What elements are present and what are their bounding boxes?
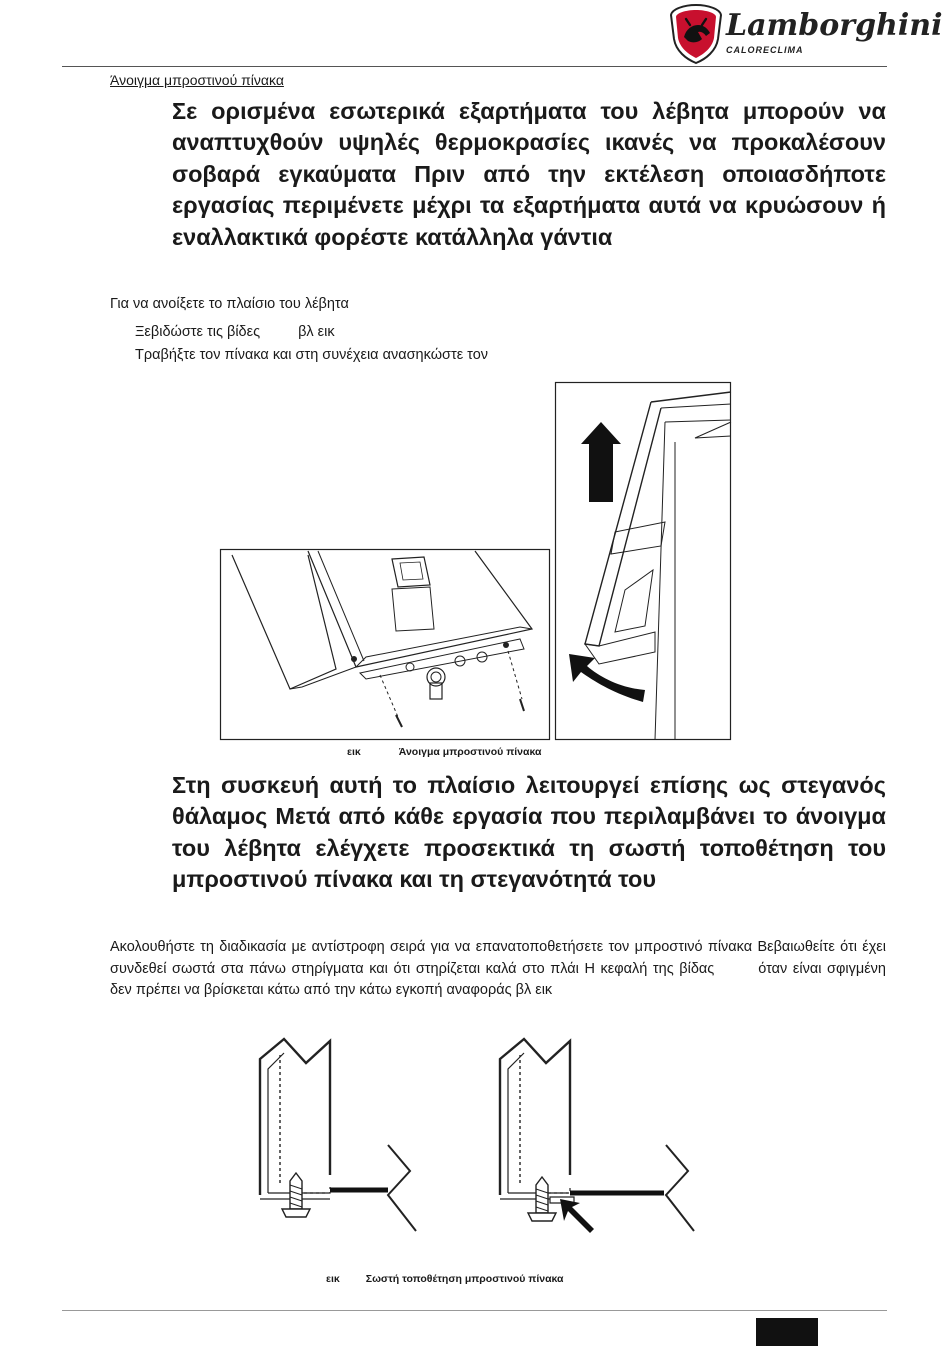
bull-shield-icon — [668, 3, 724, 63]
intro-text: Για να ανοίξετε το πλαίσιο του λέβητα — [110, 296, 349, 312]
reassembly-paragraph — [110, 937, 886, 1002]
figure-2-title: Σωστή τοποθέτηση μπροστινού πίνακα — [365, 1273, 564, 1285]
reassembly-part-1: Ακολουθήστε τη διαδικασία με αντίστροφη σειρά για να επανατοποθετήσετε τον μπροστινό πίνακα Βεβαιωθείτε ότι έχει συνδεθεί σωστά στα πάνω στηρίγματα και ότι στηρίζεται καλά στο πλάι Η κεφαλή της βίδας — [110, 939, 886, 977]
section-title: Άνοιγμα μπροστινού πίνακα — [110, 72, 284, 88]
figure-1-title: Άνοιγμα μπροστινού πίνακα — [398, 746, 542, 758]
footer-divider — [62, 1310, 887, 1311]
figure-panel-lift — [555, 382, 731, 741]
warning-sealed-chamber: Στη συσκευή αυτή το πλαίσιο λειτουργεί επίσης ως στεγανός θάλαμος Μετά από κάθε εργασία που περιλαμβάνει το άνοιγμα του λέβητα ελέγχετε προσεκτικά τη σωστή τοποθέτηση του μπροστινού πίνακα και τη στεγανότητά του — [172, 772, 886, 893]
figure-2-label: εικ — [326, 1273, 340, 1285]
figure-1-label: εικ — [347, 746, 361, 758]
figure-boiler-screws — [220, 549, 550, 741]
step-1 — [135, 322, 335, 342]
figure-screw-detail-left — [250, 1035, 420, 1235]
figure-1-caption — [347, 746, 541, 758]
step-1-text: Ξεβιδώστε τις βίδες — [135, 324, 261, 340]
page-number-box — [756, 1318, 818, 1346]
reassembly-part-2: όταν είναι σφιγμένη δεν πρέπει να βρίσκεται κάτω από την κάτω εγκοπή αναφοράς βλ εικ — [110, 960, 886, 999]
figure-2-caption — [326, 1273, 564, 1285]
brand-logo — [664, 2, 943, 64]
figure-screw-detail-right — [490, 1035, 690, 1235]
brand-wordmark: Lamborghini — [726, 8, 943, 43]
header-divider — [62, 66, 887, 67]
step-2: Τραβήξτε τον πίνακα και στη συνέχεια ανασηκώστε τον — [135, 347, 489, 363]
pointer-arrow-icon — [560, 1199, 594, 1233]
step-1-ref: βλ εικ — [298, 324, 335, 340]
warning-heat: Σε ορισμένα εσωτερικά εξαρτήματα του λέβητα μπορούν να αναπτυχθούν υψηλές θερμοκρασίες ικανές να προκαλέσουν σοβαρά εγκαύματα Πριν από την εκτέλεση οποιασδήποτε εργασίας περιμένετε μέχρι τα εξαρτήματα αυτά να κρυώσουν ή εναλλακτικά φορέστε κατάλληλα γάντια — [172, 98, 886, 250]
brand-subtitle: CALORECLIMA — [726, 45, 804, 55]
